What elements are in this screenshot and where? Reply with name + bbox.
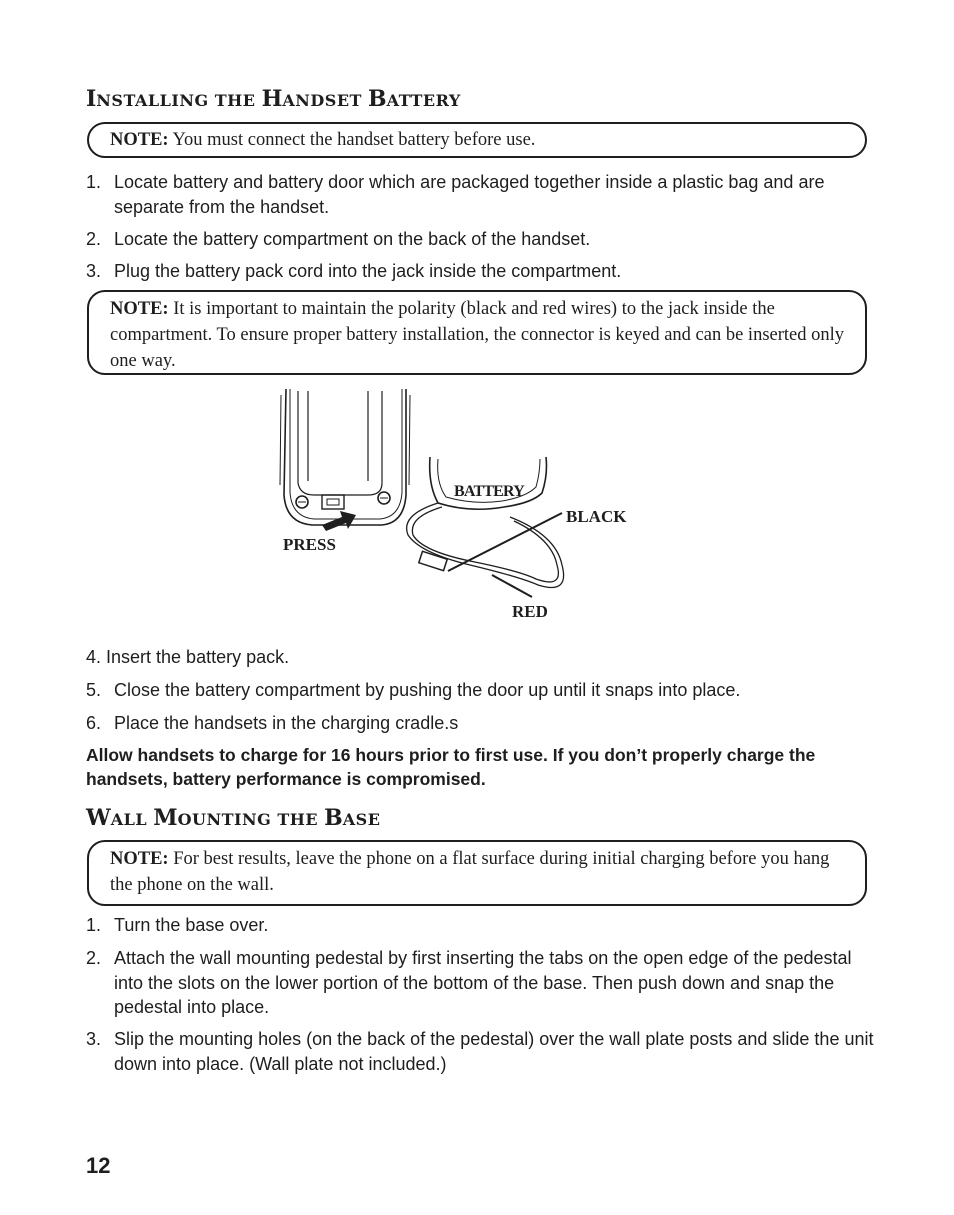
charge-warning: Allow handsets to charge for 16 hours prior to first use. If you don’t properly charge the handsets, battery performance is compromised.: [86, 745, 816, 789]
step-number: 6.: [86, 713, 102, 733]
heading-rest: ATTERY: [386, 91, 461, 110]
note-text: It is important to maintain the polarity (black and red wires) to the jack inside the compartment. To ensure proper battery installation, the connector is keyed and can be inserted only one way.: [110, 299, 845, 371]
step-item: [86, 227, 876, 252]
label-press: PRESS: [283, 535, 336, 554]
heading-initial: B: [324, 805, 343, 831]
step-text: Locate the battery compartment on the back of the handset.: [114, 229, 591, 249]
step-number: 3.: [86, 1029, 102, 1049]
step-number: 2.: [86, 948, 102, 968]
step-item: [86, 946, 876, 1020]
step-item: [86, 913, 876, 938]
label-black: BLACK: [566, 507, 627, 526]
step-number: 5.: [86, 680, 102, 700]
step-item: [86, 259, 876, 284]
heading-rest: OUNTING THE: [177, 810, 325, 829]
note-label: NOTE:: [110, 299, 169, 319]
step-item: [86, 645, 876, 670]
wire-black: [407, 503, 564, 588]
note-label: NOTE:: [110, 849, 169, 869]
heading-rest: ASE: [342, 810, 381, 829]
step-item: [86, 170, 876, 219]
step-item: [86, 1027, 876, 1076]
note-box-best-results: [87, 840, 867, 906]
heading-initial: H: [261, 86, 283, 112]
note-label: NOTE:: [110, 130, 169, 150]
note-box-connect-battery: [87, 122, 867, 158]
wire-red: [412, 507, 558, 582]
step-text: Place the handsets in the charging cradle.s: [114, 713, 459, 733]
page-number: 12: [86, 1153, 111, 1178]
handset-outline: [284, 389, 406, 525]
note-text: For best results, leave the phone on a flat surface during initial charging before you hang the phone on the wall.: [110, 849, 830, 895]
heading-initial: B: [368, 86, 387, 112]
note-text: You must connect the handset battery before use.: [168, 130, 536, 150]
heading-rest: NSTALLING THE: [96, 91, 262, 110]
jack-icon: [322, 495, 344, 509]
press-arrow-icon: [322, 511, 356, 531]
section-heading-wall-mounting: [86, 805, 380, 831]
step-text: Locate battery and battery door which are packaged together inside a plastic bag and are separate from the handset.: [114, 172, 825, 217]
step-text: 4. Insert the battery pack.: [86, 647, 290, 667]
step-text: Turn the base over.: [114, 915, 269, 935]
heading-rest: ANDSET: [282, 91, 368, 110]
heading-initial: I: [86, 86, 97, 112]
step-text: Close the battery compartment by pushing the door up until it snaps into place.: [114, 680, 741, 700]
step-number: 3.: [86, 261, 102, 281]
step-text: Attach the wall mounting pedestal by first inserting the tabs on the open edge of the pedestal into the slots on the lower portion of the bottom of the base. Then push down and snap the pedestal into place.: [114, 948, 852, 1017]
step-text: Slip the mounting holes (on the back of the pedestal) over the wall plate posts and slide the unit down into place. (Wall plate not included.): [114, 1029, 874, 1074]
label-red: RED: [512, 602, 548, 621]
section-heading-installing-battery: [86, 86, 461, 112]
battery-installation-diagram: [270, 385, 650, 625]
step-text: Plug the battery pack cord into the jack inside the compartment.: [114, 261, 622, 281]
step-item: [86, 711, 876, 736]
step-item: [86, 678, 876, 703]
heading-initial: W: [86, 805, 111, 831]
label-battery: BATTERY: [454, 483, 525, 500]
step-number: 1.: [86, 915, 102, 935]
heading-initial: M: [153, 805, 178, 831]
step-number: 1.: [86, 172, 102, 192]
heading-rest: ALL: [110, 810, 154, 829]
note-box-polarity: [87, 290, 867, 375]
step-number: 2.: [86, 229, 102, 249]
